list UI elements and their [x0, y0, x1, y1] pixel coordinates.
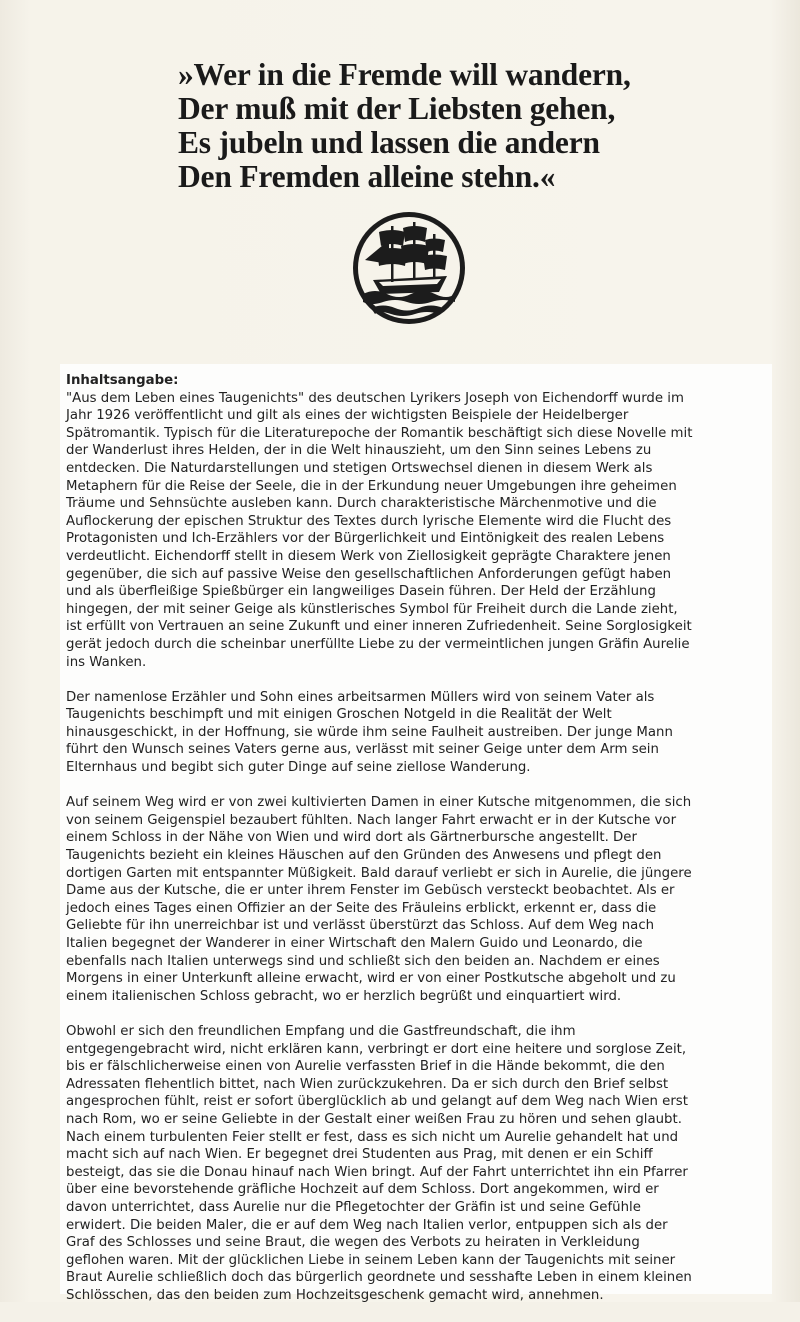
- summary-paragraph: [66, 794, 771, 1005]
- summary-line: Italien begegnet der Wanderer in einer Wirtschaft den Malern Guido und Leonardo, die: [66, 936, 643, 951]
- summary-line: Auflockerung der epischen Struktur des Textes durch lyrische Elemente wird die Flucht des: [66, 513, 672, 529]
- sailing-ship-emblem-icon: [351, 210, 467, 326]
- summary-heading: Inhaltsangabe:: [66, 373, 179, 388]
- summary-line: ins Wanken.: [66, 654, 147, 670]
- summary-line: Adressaten flehentlich bittet, nach Wien zurückzukehren. Da er sich durch den Brief selbst: [66, 1076, 669, 1092]
- summary-line: besteigt, das sie die Donau hinauf nach Wien bringt. Auf der Fahrt unterrichtet ihn ein Pfarrer: [66, 1164, 688, 1180]
- summary-line: Elternhaus und begibt sich guter Dinge auf seine ziellose Wanderung.: [66, 760, 531, 776]
- summary-line: Obwohl er sich den freundlichen Empfang und die Gastfreundschaft, die ihm: [66, 1023, 576, 1039]
- summary-line: macht sich auf nach Wien. Er begegnet drei Studenten aus Prag, mit denen er ein Schiff: [66, 1147, 653, 1163]
- summary-line: Taugenichts beschimpft und mit einigen Groschen Notgeld in die Realität der Welt: [66, 707, 612, 723]
- summary-line: Geliebte für ihn unerreichbar ist und verlässt überstürzt das Schloss. Auf dem Weg nach: [66, 918, 655, 934]
- quote-line: Es jubeln und lassen die andern: [178, 125, 600, 160]
- quote-line: Den Fremden alleine stehn.«: [178, 159, 556, 194]
- quote-line: »Wer in die Fremde will wandern,: [178, 57, 631, 92]
- summary-line: entdecken. Die Naturdarstellungen und stetigen Ortswechsel dienen in diesem Werk als: [66, 460, 653, 476]
- summary-line: der Wanderlust ihres Helden, der in die Welt hinauszieht, um den Sinn seines Lebens zu: [66, 443, 652, 459]
- summary-line: hinausgeschickt, in der Hoffnung, sie würde ihm seine Faulheit austreiben. Der junge Mann: [66, 724, 673, 740]
- summary-line: führt den Wunsch seines Vaters gerne aus, verlässt mit seiner Geige unter dem Arm sein: [66, 742, 659, 758]
- summary-line: Morgens in einer Unterkunft alleine erwacht, wird er von einer Postkutsche abgeholt und zu: [66, 971, 676, 987]
- summary-line: über eine bevorstehende gräfliche Hochzeit auf dem Schloss. Dort angekommen, wird er: [66, 1182, 659, 1198]
- summary-line: dortigen Garten mit entspannter Müßigkeit. Bald darauf verliebt er sich in Aurelie, die jüngere: [66, 865, 692, 881]
- summary-line: von seinem Geigenspiel bezaubert fühlten. Nach langer Fahrt erwacht er in der Kutsche vor: [66, 812, 677, 828]
- poem-quote: [178, 58, 698, 194]
- summary-line: Der namenlose Erzähler und Sohn eines arbeitsarmen Müllers wird von seinem Vater als: [66, 689, 655, 705]
- summary-paragraph: [66, 390, 771, 672]
- summary-line: hingegen, der mit seiner Geige als künstlerisches Symbol für Freiheit durch die Lande zieht,: [66, 601, 678, 617]
- summary-line: Braut Aurelie schließlich doch das bürgerlich geordnete und sesshafte Leben in einem kleinen: [66, 1270, 692, 1286]
- summary-line: angesprochen fühlt, reist er sofort überglücklich ab und gelangt auf dem Weg nach Wien erst: [66, 1094, 688, 1110]
- summary-line: gegenüber, die sich auf passive Weise den gesellschaftlichen Anforderungen gefügt haben: [66, 566, 672, 582]
- summary-line: Dame aus der Kutsche, die er unter ihrem Fenster im Gebüsch versteckt beobachtet. Als er: [66, 883, 675, 899]
- summary-line: ist erfüllt von Vertrauen an seine Zukunft und einer inneren Zufriedenheit. Seine Sorglosigkeit: [66, 619, 692, 635]
- summary-line: einem Schloss in der Nähe von Wien und wird dort als Gärtnerbursche angestellt. Der: [66, 830, 637, 846]
- summary-text: [66, 372, 771, 1322]
- summary-line: Taugenichts bezieht ein kleines Häuschen auf den Gründen des Anwesens und pflegt den: [66, 848, 662, 864]
- summary-line: "Aus dem Leben eines Taugenichts" des deutschen Lyrikers Joseph von Eichendorff wurde im: [66, 390, 684, 406]
- summary-line: entgegengebracht wird, nicht erklären kann, verbringt er dort eine heitere und sorglose Zeit,: [66, 1041, 687, 1057]
- summary-line: Schlösschen, das den beiden zum Hochzeitsgeschenk gemacht wird, annehmen.: [66, 1287, 604, 1303]
- summary-line: gerät jedoch durch die scheinbar unerfüllte Liebe zu der vermeintlichen jungen Gräfin Aurelie: [66, 636, 690, 652]
- summary-line: erwidert. Die beiden Maler, die er auf dem Weg nach Italien verlor, entpuppen sich als der: [66, 1217, 668, 1233]
- summary-line: Graf des Schlosses und seine Braut, die wegen des Verbots zu heiraten in Verkleidung: [66, 1235, 640, 1251]
- summary-line: jedoch eines Tages einen Offizier an der Seite des Fräuleins erblickt, erkennt er, dass die: [66, 900, 657, 916]
- summary-line: Nach einem turbulenten Feier stellt er fest, dass es sich nicht um Aurelie gehandelt hat und: [66, 1129, 679, 1145]
- summary-line: nach Rom, wo er seine Geliebte in der Gestalt einer weißen Frau zu hören und sehen glaubt.: [66, 1111, 682, 1127]
- summary-line: bis er fälschlicherweise einen von Aurelie verfassten Brief in die Hände bekommt, die den: [66, 1059, 665, 1075]
- summary-paragraph: [66, 689, 771, 777]
- summary-line: und als überfleißige Spießbürger ein langweiliges Dasein führen. Der Held der Erzählung: [66, 584, 656, 600]
- summary-line: ebenfalls nach Italien unterwegs sind und schließt sich den beiden an. Nachdem er eines: [66, 953, 660, 969]
- summary-line: verdeutlicht. Eichendorff stellt in diesem Werk von Ziellosigkeit geprägte Charaktere jenen: [66, 548, 671, 564]
- quote-line: Der muß mit der Liebsten gehen,: [178, 91, 616, 126]
- summary-paragraphs: [66, 390, 771, 1305]
- summary-line: Jahr 1926 veröffentlicht und gilt als eines der wichtigsten Beispiele der Heidelberger: [66, 408, 629, 424]
- summary-line: Metaphern für die Reise der Seele, die in der Erkundung neuer Umgebungen ihre geheimen: [66, 478, 677, 494]
- summary-line: Auf seinem Weg wird er von zwei kultivierten Damen in einer Kutsche mitgenommen, die sich: [66, 795, 692, 811]
- summary-line: geflohen waren. Mit der glücklichen Liebe in seinem Leben kann der Taugenichts mit seiner: [66, 1252, 676, 1268]
- summary-line: Protagonisten und Ich-Erzählers vor der Bürgerlichkeit und Eintönigkeit des realen Lebens: [66, 531, 665, 547]
- summary-line: Träume und Sehnsüchte ausleben kann. Durch charakteristische Märchenmotive und die: [66, 496, 657, 512]
- summary-line: einem italienischen Schloss gebracht, wo er herzlich begrüßt und einquartiert wird.: [66, 988, 622, 1004]
- summary-paragraph: [66, 1023, 771, 1305]
- summary-line: davon unterrichtet, dass Aurelie nur die Pflegetochter der Gräfin ist und seine Gefühle: [66, 1199, 641, 1215]
- summary-line: Spätromantik. Typisch für die Literaturepoche der Romantik beschäftigt sich diese Novelle mit: [66, 425, 693, 441]
